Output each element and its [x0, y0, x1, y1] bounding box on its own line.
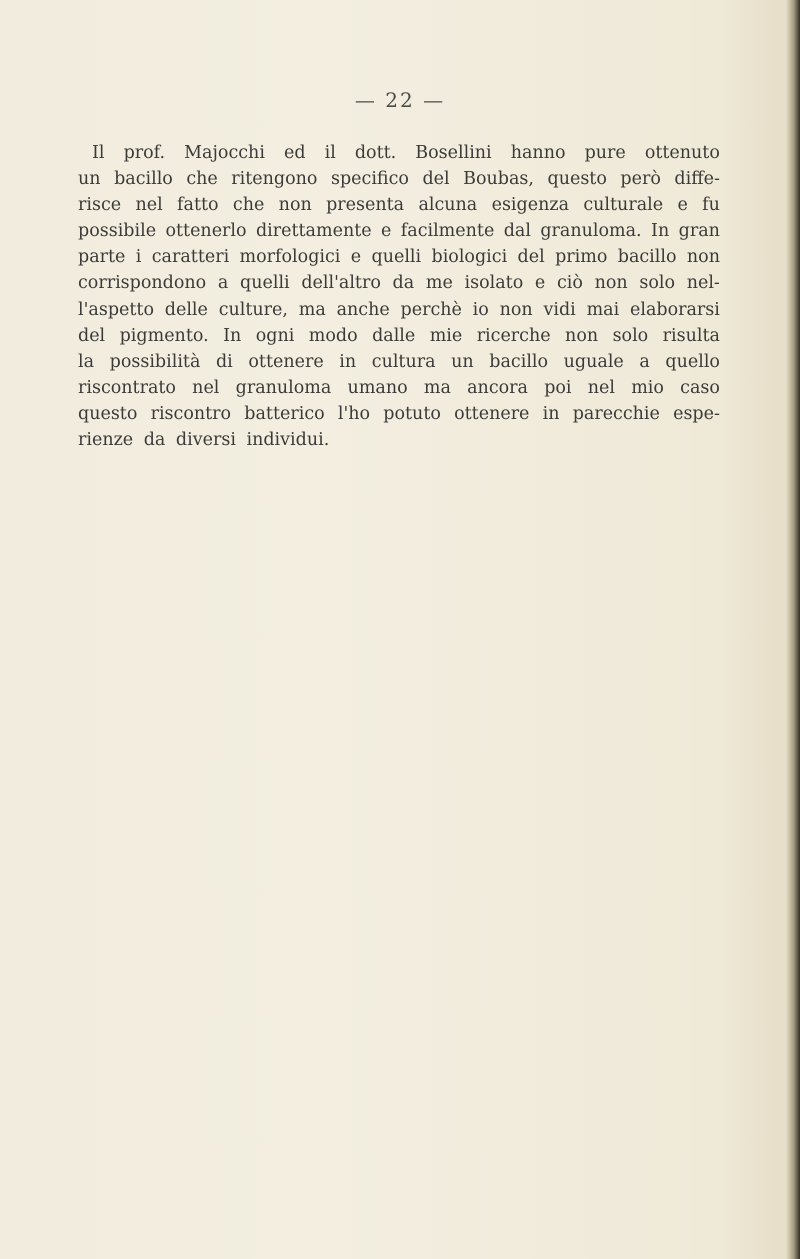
body-paragraph — [78, 140, 720, 453]
text-line: corrispondono a quelli dell'altro da me isolato e ciò non solo nel- — [78, 273, 720, 294]
text-line: Il prof. Majocchi ed il dott. Bosellini hanno pure ottenuto — [92, 143, 720, 163]
text-line: un bacillo che ritengono specifico del Boubas, questo però diffe- — [78, 169, 720, 190]
text-line: risce nel fatto che non presenta alcuna esigenza culturale e fu — [78, 195, 720, 216]
text-line: del pigmento. In ogni modo dalle mie ricerche non solo risulta — [78, 325, 720, 346]
text-line: questo riscontro batterico l'ho potuto ottenere in parecchie espe- — [78, 403, 720, 424]
text-line: rienze da diversi individui. — [78, 430, 330, 451]
text-line: riscontrato nel granuloma umano ma ancora poi nel mio caso — [78, 377, 720, 398]
text-line: l'aspetto delle culture, ma anche perchè io non vidi mai elaborarsi — [78, 299, 720, 320]
page-number: — 22 — — [354, 88, 446, 112]
text-line: parte i caratteri morfologici e quelli biologici del primo bacillo non — [78, 247, 720, 268]
text-line: possibile ottenerlo direttamente e facilmente dal granuloma. In gran — [78, 221, 720, 242]
binding-edge-shadow — [786, 0, 800, 1259]
text-line: la possibilità di ottenere in cultura un bacillo uguale a quello — [78, 351, 720, 372]
